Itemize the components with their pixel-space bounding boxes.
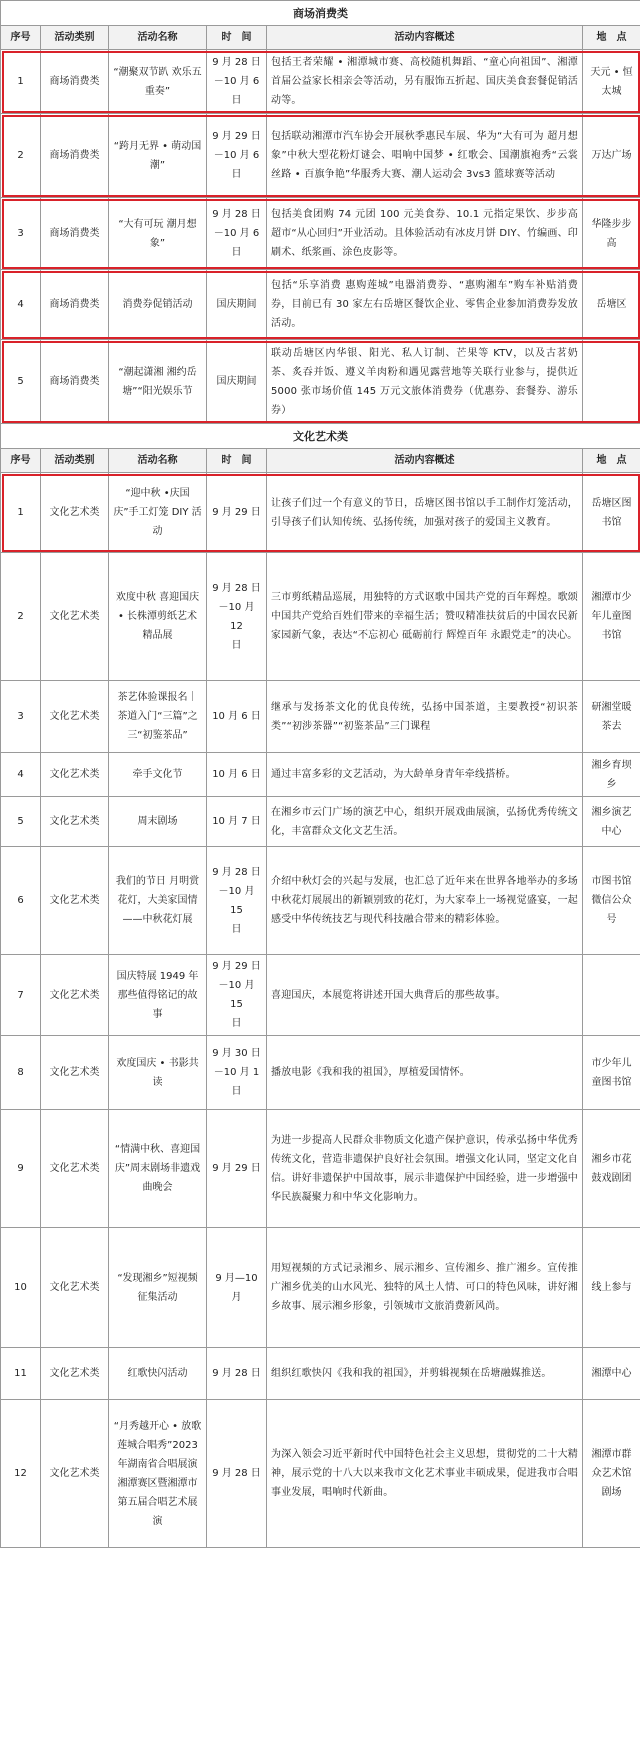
row-description: 让孩子们过一个有意义的节日，岳塘区图书馆以手工制作灯笼活动，引导孩子们认知传统、弘扬传统，加强对孩子的爱国主义教育。 [267,473,583,553]
row-description: 包括美食团购 74 元团 100 元美食券、10.1 元指定果饮、步步高超市“从心回归”开业活动。且体验活动有冰皮月饼 DIY、竹编画、印刷术、纸浆画、涂色皮影等。 [267,198,583,270]
table-row [1,270,640,340]
col-header-category: 活动类别 [41,26,109,50]
row-location: 岳塘区 [583,270,640,340]
row-time: 9 月 29 日 [207,1110,267,1228]
row-category: 文化艺术类 [41,553,109,681]
row-category: 商场消费类 [41,114,109,198]
row-activity-name: 欢度中秋 喜迎国庆 • 长株潭剪纸艺术精品展 [109,553,207,681]
row-time: 9 月 28 日 －10 月 15 日 [207,847,267,955]
table-row [1,1228,640,1348]
table-row [1,1036,640,1110]
col-header-desc: 活动内容概述 [267,449,583,473]
row-activity-name: “情满中秋、喜迎国庆”周末剧场非遗戏曲晚会 [109,1110,207,1228]
row-number: 10 [1,1228,41,1348]
row-activity-name: “迎中秋 •庆国庆”手工灯笼 DIY 活动 [109,473,207,553]
row-description: 播放电影《我和我的祖国》，厚植爱国情怀。 [267,1036,583,1110]
row-number: 4 [1,270,41,340]
row-location: 湘潭市群众艺术馆剧场 [583,1400,640,1548]
row-number: 12 [1,1400,41,1548]
row-number: 2 [1,114,41,198]
table-row [1,553,640,681]
row-category: 商场消费类 [41,50,109,114]
row-time: 9 月 29 日 －10 月 15 日 [207,955,267,1036]
row-activity-name: 红歌快闪活动 [109,1348,207,1400]
table-row [1,340,640,424]
row-category: 商场消费类 [41,340,109,424]
row-location: 研湘堂暖茶去 [583,681,640,753]
row-time: 国庆期间 [207,270,267,340]
col-header-location: 地 点 [583,26,640,50]
row-time: 9 月 29 日 [207,473,267,553]
row-location: 市图书馆微信公众号 [583,847,640,955]
row-time: 10 月 7 日 [207,797,267,847]
row-activity-name: 我们的节日 月明赏花灯，大美家国情——中秋花灯展 [109,847,207,955]
row-description: 继承与发扬茶文化的优良传统，弘扬中国茶道，主要教授“初识茶类”“初涉茶器”“初鉴茶品”三门课程 [267,681,583,753]
row-number: 3 [1,681,41,753]
row-description: 包括王者荣耀 • 湘潭城市赛、高校随机舞蹈、“童心向祖国”、湘潭首届公益家长相亲会等活动，另有服饰五折起、国庆美食套餐促销活动等。 [267,50,583,114]
table-row [1,1348,640,1400]
row-number: 3 [1,198,41,270]
row-location: 湘潭中心 [583,1348,640,1400]
table-row [1,1400,640,1548]
table-row [1,753,640,797]
row-time: 9 月 28 日 －10 月 6 日 [207,198,267,270]
row-category: 文化艺术类 [41,797,109,847]
section-title-culture: 文化艺术类 [1,424,640,449]
row-time: 9 月 28 日 [207,1400,267,1548]
row-activity-name: 茶艺体验课报名｜茶道入门“三篇”之三“初鉴茶品” [109,681,207,753]
row-description: 在湘乡市云门广场的演艺中心，组织开展戏曲展演，弘扬优秀传统文化，丰富群众文化文艺生活。 [267,797,583,847]
row-time: 9 月 28 日 －10 月 6 日 [207,50,267,114]
row-category: 文化艺术类 [41,1228,109,1348]
row-activity-name: “跨月无界 • 萌动国潮” [109,114,207,198]
col-header-no: 序号 [1,449,41,473]
row-activity-name: 牵手文化节 [109,753,207,797]
row-activity-name: “潮起潇湘 湘约岳塘”“阳光娱乐节 [109,340,207,424]
row-description: 联动岳塘区内华银、阳光、私人订制、芒果等 KTV，以及古茗奶茶、炙吞并饭、遵义羊肉粉和遇见露营地等关联行业参与，提供近 5000 张市场价值 145 万元文旅体消费券（优惠券、套餐券、游乐券） [267,340,583,424]
col-header-time: 时 间 [207,449,267,473]
row-activity-name: “大有可玩 潮月想象” [109,198,207,270]
table-row [1,473,640,553]
row-number: 1 [1,473,41,553]
row-time: 9 月 29 日 －10 月 6 日 [207,114,267,198]
row-time: 9 月 28 日 －10 月 12 日 [207,553,267,681]
table-header-row [1,26,640,50]
row-activity-name: “潮聚双节趴 欢乐五重奏” [109,50,207,114]
col-header-no: 序号 [1,26,41,50]
row-number: 9 [1,1110,41,1228]
row-description: 通过丰富多彩的文艺活动，为大龄单身青年牵线搭桥。 [267,753,583,797]
row-activity-name: 周末剧场 [109,797,207,847]
row-category: 文化艺术类 [41,1036,109,1110]
row-location: 岳塘区图书馆 [583,473,640,553]
row-number: 7 [1,955,41,1036]
row-time: 9 月—10 月 [207,1228,267,1348]
col-header-time: 时 间 [207,26,267,50]
row-category: 文化艺术类 [41,753,109,797]
row-category: 商场消费类 [41,270,109,340]
row-activity-name: 欢度国庆 • 书影共读 [109,1036,207,1110]
section-title-commerce-row [1,1,640,26]
table-header-row [1,449,640,473]
row-number: 11 [1,1348,41,1400]
table-row [1,847,640,955]
row-number: 6 [1,847,41,955]
row-category: 商场消费类 [41,198,109,270]
row-category: 文化艺术类 [41,847,109,955]
row-category: 文化艺术类 [41,1110,109,1228]
table-row [1,797,640,847]
row-location: 线上参与 [583,1228,640,1348]
row-time: 9 月 30 日 －10 月 1 日 [207,1036,267,1110]
col-header-location: 地 点 [583,449,640,473]
row-category: 文化艺术类 [41,1400,109,1548]
row-time: 国庆期间 [207,340,267,424]
row-description: 为进一步提高人民群众非物质文化遗产保护意识，传承弘扬中华优秀传统文化，营造非遗保护良好社会氛围。增强文化认同，坚定文化自信。讲好非遗保护中国故事，展示非遗保护中国经验，进一步增强中华民族凝聚力和中华文化影响力。 [267,1110,583,1228]
row-description: 包括“乐享消费 惠购莲城”电器消费券、“惠购湘车”购车补贴消费券，目前已有 30 家左右岳塘区餐饮企业、零售企业参加消费券发放活动。 [267,270,583,340]
col-header-name: 活动名称 [109,26,207,50]
row-description: 包括联动湘潭市汽车协会开展秋季惠民车展、华为“大有可为 超月想象”中秋大型花粉灯谜会、唱响中国梦 • 红歌会、国潮旗袍秀“云裳丝路 • 百旗争艳”华服秀大赛、潮人运动会 3vs3 篮球赛等活动 [267,114,583,198]
row-number: 5 [1,797,41,847]
table-row [1,681,640,753]
row-location: 湘乡演艺中心 [583,797,640,847]
row-description: 为深入领会习近平新时代中国特色社会主义思想，贯彻党的二十大精神，展示党的十八大以来我市文化艺术事业丰硕成果，促进我市合唱事业发展，唱响时代新曲。 [267,1400,583,1548]
section-title-commerce: 商场消费类 [1,1,640,26]
row-location [583,340,640,424]
table-row [1,198,640,270]
table-row [1,114,640,198]
row-category: 文化艺术类 [41,955,109,1036]
row-time: 10 月 6 日 [207,753,267,797]
col-header-desc: 活动内容概述 [267,26,583,50]
row-location: 天元 • 恒太城 [583,50,640,114]
col-header-category: 活动类别 [41,449,109,473]
row-number: 4 [1,753,41,797]
row-category: 文化艺术类 [41,681,109,753]
row-description: 喜迎国庆，本展览将讲述开国大典背后的那些故事。 [267,955,583,1036]
row-location: 湘乡育坝乡 [583,753,640,797]
row-number: 1 [1,50,41,114]
section-title-culture-row [1,424,640,449]
table-row [1,955,640,1036]
row-activity-name: 国庆特展 1949 年那些值得铭记的故事 [109,955,207,1036]
row-location: 万达广场 [583,114,640,198]
row-number: 8 [1,1036,41,1110]
row-category: 文化艺术类 [41,473,109,553]
row-location: 市少年儿童图书馆 [583,1036,640,1110]
row-activity-name: “月秀越开心 • 放歌莲城合唱秀”2023 年湖南省合唱展演湘潭赛区暨湘潭市第五届合唱艺术展演 [109,1400,207,1548]
row-description: 介绍中秋灯会的兴起与发展，也汇总了近年来在世界各地举办的多场中秋花灯展展出的新颖别致的花灯，为大家奉上一场视觉盛宴，一起感受中华传统技艺与现代科技融合带来的精彩体验。 [267,847,583,955]
row-location [583,955,640,1036]
row-description: 用短视频的方式记录湘乡、展示湘乡、宣传湘乡、推广湘乡。宣传推广湘乡优美的山水风光、独特的风土人情、可口的特色风味，讲好湘乡故事、展示湘乡形象，引领城市文旅消费新风尚。 [267,1228,583,1348]
row-activity-name: “发现湘乡”短视频征集活动 [109,1228,207,1348]
row-category: 文化艺术类 [41,1348,109,1400]
row-description: 三市剪纸精品巡展，用独特的方式讴歌中国共产党的百年辉煌。歌颂中国共产党给百姓们带来的幸福生活；赞叹精准扶贫后的中国农民新家园新气象，表达“不忘初心 砥砺前行 辉煌百年 永跟党走”的决心。 [267,553,583,681]
row-number: 2 [1,553,41,681]
row-time: 10 月 6 日 [207,681,267,753]
row-location: 湘乡市花鼓戏剧团 [583,1110,640,1228]
table-row [1,50,640,114]
col-header-name: 活动名称 [109,449,207,473]
table-row [1,1110,640,1228]
row-description: 组织红歌快闪《我和我的祖国》，并剪辑视频在岳塘融媒推送。 [267,1348,583,1400]
row-location: 湘潭市少年儿童图书馆 [583,553,640,681]
row-location: 华隆步步高 [583,198,640,270]
row-number: 5 [1,340,41,424]
row-time: 9 月 28 日 [207,1348,267,1400]
row-activity-name: 消费券促销活动 [109,270,207,340]
